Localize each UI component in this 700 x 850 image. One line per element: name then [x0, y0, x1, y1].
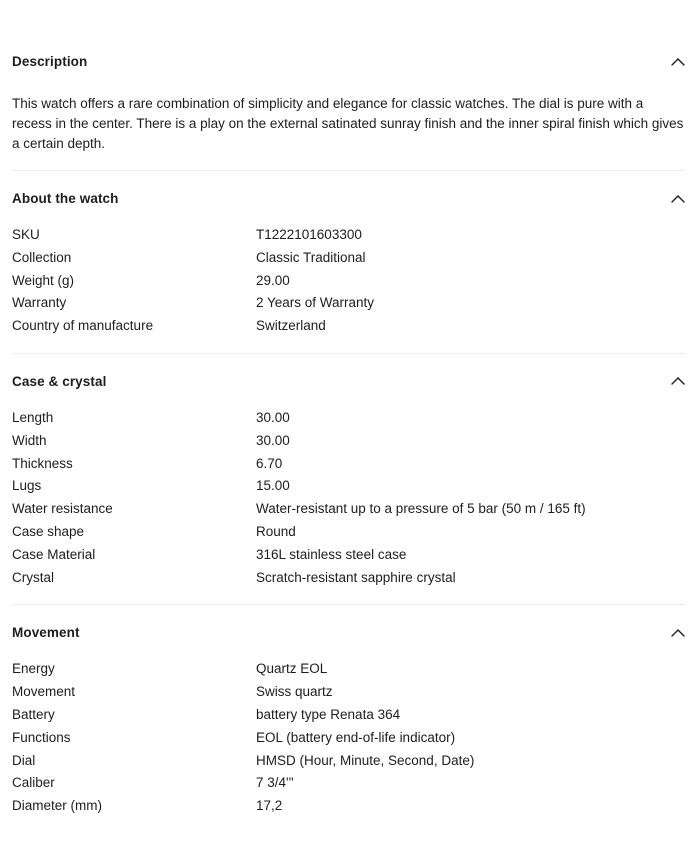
spec-row-dial	[12, 750, 685, 773]
spec-row-sku	[12, 224, 685, 247]
spec-value: Swiss quartz	[256, 684, 333, 700]
spec-value: T1222101603300	[256, 227, 362, 242]
spec-label: Case shape	[12, 523, 85, 539]
spec-row-battery	[12, 704, 685, 727]
spec-label: Energy	[12, 661, 55, 677]
spec-value: Scratch-resistant sapphire crystal	[256, 569, 456, 585]
spec-label: Movement	[12, 684, 76, 700]
spec-value: 7 3/4'''	[256, 775, 294, 791]
accordion-header-description[interactable]	[12, 52, 685, 71]
spec-row-water-resistance	[12, 498, 685, 521]
spec-label: Country of manufacture	[12, 318, 154, 334]
section-about-the-watch	[12, 170, 685, 353]
spec-value: Switzerland	[256, 318, 326, 334]
spec-table-movement	[12, 658, 685, 818]
spec-label: Thickness	[12, 455, 73, 471]
section-movement	[12, 604, 685, 833]
spec-label: Case Material	[12, 546, 96, 562]
spec-row-lugs	[12, 475, 685, 498]
description-paragraph: This watch offers a rare combination of simplicity and elegance for classic watches. The dial is pure with a recess in the center. There is a play on the external satinated sunray finish and the inner spiral finish which gives a certain depth.	[12, 96, 684, 151]
spec-row-movement	[12, 681, 685, 704]
spec-label: SKU	[12, 227, 40, 242]
section-description	[12, 0, 685, 170]
chevron-up-icon[interactable]	[671, 195, 685, 203]
spec-label: Weight (g)	[12, 272, 75, 288]
section-case-and-crystal	[12, 353, 685, 604]
spec-label: Functions	[12, 729, 71, 745]
spec-label: Lugs	[12, 478, 42, 494]
spec-value: Water-resistant up to a pressure of 5 bar (50 m / 165 ft)	[256, 501, 586, 517]
spec-row-caliber	[12, 772, 685, 795]
accordion-header-movement[interactable]	[12, 623, 685, 642]
spec-row-thickness	[12, 453, 685, 476]
section-title-movement: Movement	[12, 625, 80, 641]
spec-value: 6.70	[256, 455, 283, 471]
spec-value: Classic Traditional	[256, 249, 366, 265]
spec-label: Diameter (mm)	[12, 798, 102, 814]
spec-row-energy	[12, 658, 685, 681]
spec-row-warranty	[12, 292, 685, 315]
spec-label: Dial	[12, 752, 36, 768]
section-title-case-and-crystal: Case & crystal	[12, 373, 107, 389]
section-title-about-the-watch: About the watch	[12, 191, 119, 206]
chevron-up-icon[interactable]	[671, 377, 685, 385]
spec-row-collection	[12, 247, 685, 270]
spec-value: battery type Renata 364	[256, 706, 401, 722]
chevron-up-icon[interactable]	[671, 629, 685, 637]
spec-label: Width	[12, 432, 47, 448]
spec-value: EOL (battery end-of-life indicator)	[256, 729, 456, 745]
spec-row-length	[12, 407, 685, 430]
spec-label: Caliber	[12, 775, 55, 791]
spec-value: 316L stainless steel case	[256, 546, 407, 562]
spec-value: 30.00	[256, 409, 290, 425]
spec-label: Battery	[12, 706, 55, 722]
spec-value: 15.00	[256, 478, 290, 494]
spec-row-crystal	[12, 567, 685, 590]
spec-row-country-of-manufacture	[12, 315, 685, 338]
spec-value: 30.00	[256, 432, 290, 448]
spec-row-case-material	[12, 544, 685, 567]
spec-row-diameter	[12, 795, 685, 818]
spec-label: Water resistance	[12, 501, 113, 517]
spec-value: 2 Years of Warranty	[256, 295, 375, 311]
section-title-description: Description	[12, 54, 88, 69]
spec-value: 17,2	[256, 798, 283, 814]
spec-row-width	[12, 430, 685, 453]
spec-label: Collection	[12, 249, 72, 265]
spec-row-weight	[12, 270, 685, 293]
spec-table-about-the-watch	[12, 224, 685, 338]
spec-row-case-shape	[12, 521, 685, 544]
spec-value: Round	[256, 523, 296, 539]
spec-label: Length	[12, 409, 54, 425]
spec-value: 29.00	[256, 272, 290, 288]
spec-value: Quartz EOL	[256, 661, 328, 677]
spec-value: HMSD (Hour, Minute, Second, Date)	[256, 752, 475, 768]
spec-label: Crystal	[12, 569, 55, 585]
accordion-header-about-the-watch[interactable]	[12, 189, 685, 208]
spec-label: Warranty	[12, 295, 67, 311]
accordion-header-case-and-crystal[interactable]	[12, 372, 685, 391]
chevron-up-icon[interactable]	[671, 58, 685, 66]
spec-table-case-and-crystal	[12, 407, 685, 589]
spec-row-functions	[12, 727, 685, 750]
